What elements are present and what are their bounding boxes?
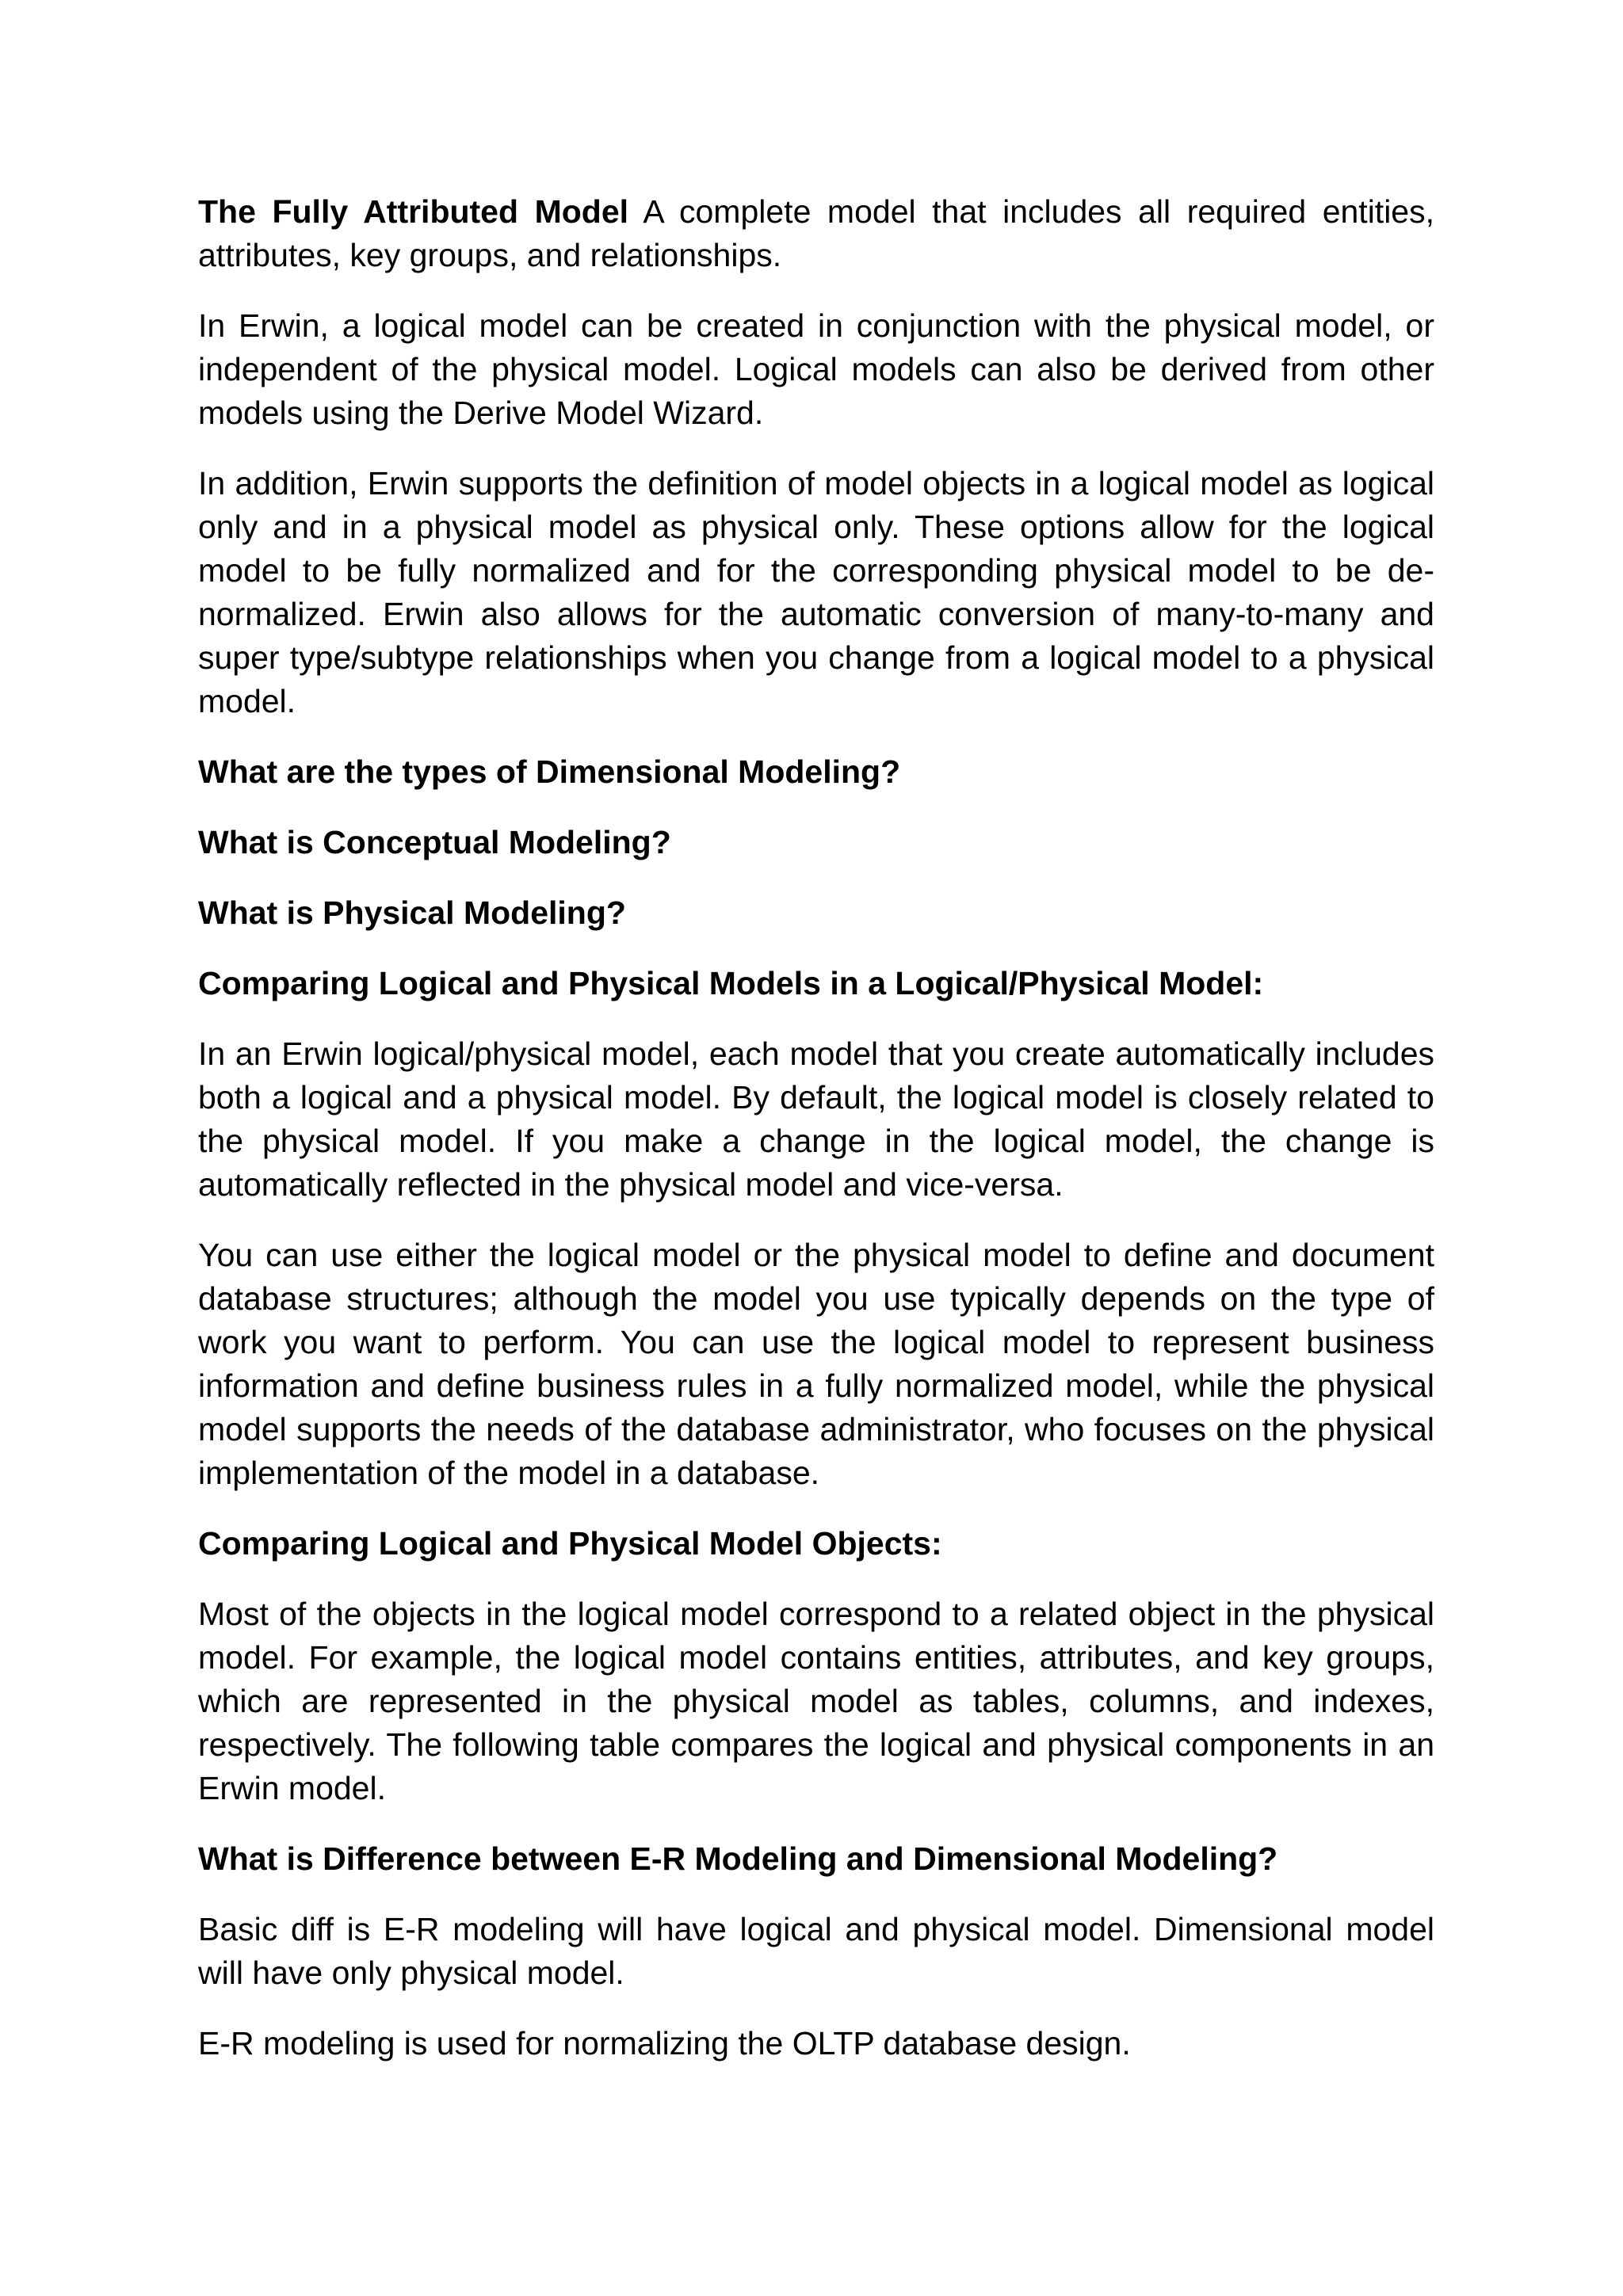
- paragraph-erwin-logical-model: In Erwin, a logical model can be created in conjunction with the physical model, or independent of the physical model. Logical models can also be derived from other models using the Derive Model Wizard.: [198, 307, 1434, 431]
- document-page: [198, 190, 1434, 2092]
- definition-fully-attributed-model: A complete model that includes all required entities, attributes, key groups, and relationships.: [198, 193, 1434, 273]
- paragraph-model-objects: Most of the objects in the logical model correspond to a related object in the physical model. For example, the logical model contains entities, attributes, and key groups, which are represented in the physical model as tables, columns, and indexes, respectively. The following table compares the logical and physical components in an Erwin model.: [198, 1596, 1434, 1806]
- paragraph-use-either-model: You can use either the logical model or the physical model to define and document database structures; although the model you use typically depends on the type of work you want to perform. You can use the logical model to represent business information and define business rules in a fully normalized model, while the physical model supports the needs of the database administrator, who focuses on the physical implementation of the model in a database.: [198, 1237, 1434, 1491]
- heading-conceptual-modeling: What is Conceptual Modeling?: [198, 824, 671, 860]
- heading-er-vs-dimensional: What is Difference between E-R Modeling and Dimensional Modeling?: [198, 1840, 1278, 1877]
- paragraph-er-oltp: E-R modeling is used for normalizing the OLTP database design.: [198, 2025, 1131, 2061]
- heading-dimensional-modeling-types: What are the types of Dimensional Modeling?: [198, 753, 901, 790]
- heading-comparing-model-objects: Comparing Logical and Physical Model Objects:: [198, 1525, 942, 1562]
- paragraph-erwin-definitions: In addition, Erwin supports the definition of model objects in a logical model as logical only and in a physical model as physical only. These options allow for the logical model to be fully normalized and for the corresponding physical model to be de-normalized. Erwin also allows for the automatic conversion of many-to-many and super type/subtype relationships when you change from a logical model to a physical model.: [198, 465, 1434, 719]
- heading-comparing-models: Comparing Logical and Physical Models in a Logical/Physical Model:: [198, 965, 1264, 1001]
- paragraph-basic-diff: Basic diff is E-R modeling will have logical and physical model. Dimensional model will have only physical model.: [198, 1911, 1434, 1991]
- paragraph-logical-physical-model: In an Erwin logical/physical model, each model that you create automatically includes both a logical and a physical model. By default, the logical model is closely related to the physical model. If you make a change in the logical model, the change is automatically reflected in the physical model and vice-versa.: [198, 1035, 1434, 1203]
- paragraph-fully-attributed-model: [198, 190, 1434, 277]
- heading-physical-modeling: What is Physical Modeling?: [198, 894, 626, 931]
- term-fully-attributed-model: The Fully Attributed Model: [198, 193, 629, 230]
